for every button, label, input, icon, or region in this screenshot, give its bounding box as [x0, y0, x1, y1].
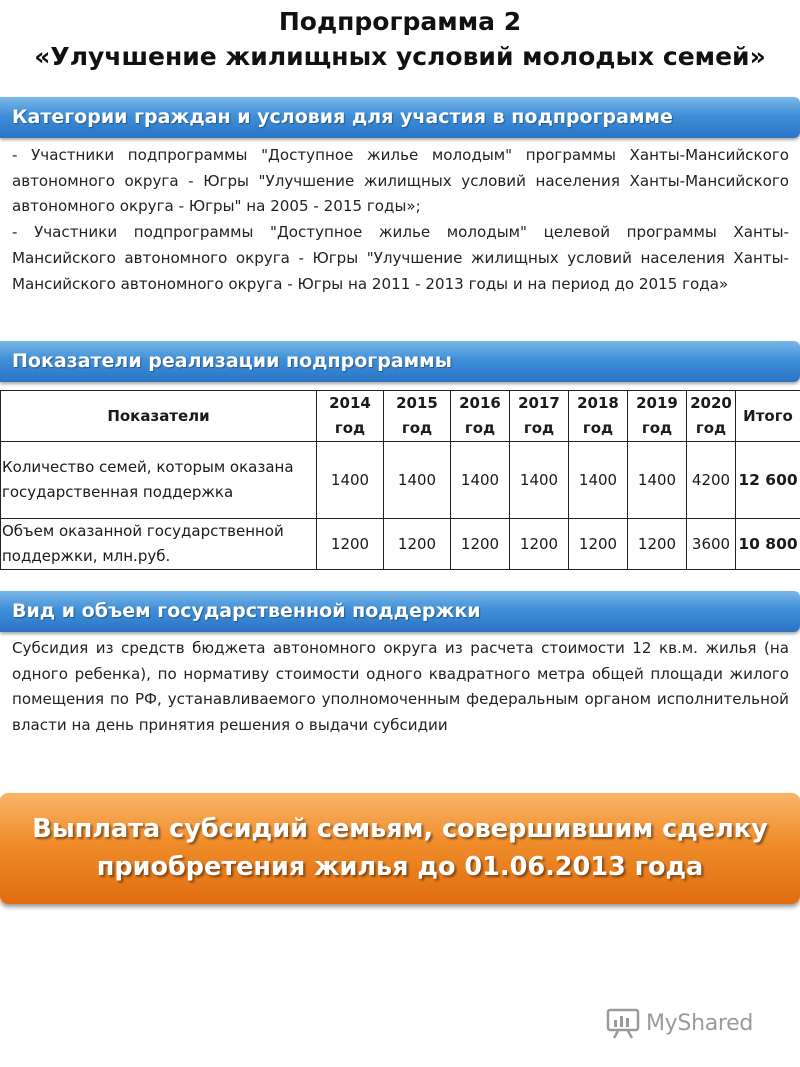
table-cell: 1200	[384, 519, 451, 570]
watermark-text: MyShared	[646, 1010, 754, 1036]
header-year-unit: год	[401, 419, 433, 437]
table-cell: 4200	[687, 442, 736, 519]
indicators-table	[0, 390, 800, 570]
header-year	[569, 391, 628, 442]
table-cell: 1400	[384, 442, 451, 519]
header-year-unit: год	[695, 419, 727, 437]
table-header-row	[1, 391, 800, 442]
table-cell: 1400	[628, 442, 687, 519]
page-title	[0, 4, 800, 74]
row-label: Количество семей, которым оказана государственная поддержка	[1, 442, 317, 519]
table-cell: 1200	[628, 519, 687, 570]
table-cell: 1400	[510, 442, 569, 519]
support-text	[12, 636, 789, 739]
header-year-unit: год	[582, 419, 614, 437]
header-year-value: 2019	[636, 394, 678, 412]
section-heading-indicators: Показатели реализации подпрограммы	[0, 341, 800, 382]
table-cell: 1400	[451, 442, 510, 519]
header-year	[510, 391, 569, 442]
header-total: Итого	[736, 391, 800, 442]
subsidy-callout	[0, 793, 800, 904]
header-year-value: 2018	[577, 394, 619, 412]
table-cell: 3600	[687, 519, 736, 570]
table-cell: 1200	[451, 519, 510, 570]
categories-paragraph-1: - Участники подпрограммы "Доступное жилье молодым" программы Ханты-Мансийского автономного округа - Югры "Улучшение жилищных условий населения Ханты-Мансийского автономного округа - Югры" на 2005 - 2015 годы»;	[12, 146, 789, 216]
header-year-value: 2015	[396, 394, 438, 412]
callout-line-1: Выплата субсидий семьям, совершившим сделку	[32, 814, 768, 844]
header-year	[384, 391, 451, 442]
header-year	[628, 391, 687, 442]
row-total: 12 600	[736, 442, 800, 519]
header-year-unit: год	[464, 419, 496, 437]
table-row	[1, 519, 800, 570]
section-heading-categories: Категории граждан и условия для участия в подпрограмме	[0, 97, 800, 138]
header-year-unit: год	[523, 419, 555, 437]
row-total: 10 800	[736, 519, 800, 570]
header-year-unit: год	[641, 419, 673, 437]
myshared-watermark	[606, 1005, 776, 1041]
categories-paragraph-2: - Участники подпрограммы "Доступное жилье молодым" целевой программы Ханты-Мансийского автономного округа - Югры "Улучшение жилищных условий населения Ханты-Мансийского автономного округа - Югры на 2011 - 2013 годы и на период до 2015 года»	[12, 223, 789, 293]
title-line-2: «Улучшение жилищных условий молодых семей»	[34, 42, 766, 71]
header-year	[687, 391, 736, 442]
presentation-board-icon	[606, 1007, 640, 1039]
title-line-1: Подпрограмма 2	[278, 7, 522, 36]
section-heading-support: Вид и объем государственной поддержки	[0, 591, 800, 632]
table-cell: 1200	[569, 519, 628, 570]
table-cell: 1200	[317, 519, 384, 570]
header-year-value: 2016	[459, 394, 501, 412]
table-row	[1, 442, 800, 519]
header-year-value: 2017	[518, 394, 560, 412]
table-cell: 1400	[317, 442, 384, 519]
header-year-value: 2020	[690, 394, 732, 412]
callout-line-2: приобретения жилья до 01.06.2013 года	[96, 852, 704, 882]
row-label: Объем оказанной государственной поддержки, млн.руб.	[1, 519, 317, 570]
table-cell: 1200	[510, 519, 569, 570]
header-indicators: Показатели	[1, 391, 317, 442]
table-cell: 1400	[569, 442, 628, 519]
header-year	[451, 391, 510, 442]
support-paragraph: Субсидия из средств бюджета автономного округа из расчета стоимости 12 кв.м. жилья (на одного ребенка), по нормативу стоимости одного квадратного метра общей площади жилого помещения по РФ, устанавливаемого уполномоченным федеральным органом исполнительной власти на день принятия решения о выдачи субсидии	[12, 639, 789, 735]
header-year-value: 2014	[329, 394, 371, 412]
header-year	[317, 391, 384, 442]
categories-text	[12, 143, 789, 297]
header-year-unit: год	[334, 419, 366, 437]
